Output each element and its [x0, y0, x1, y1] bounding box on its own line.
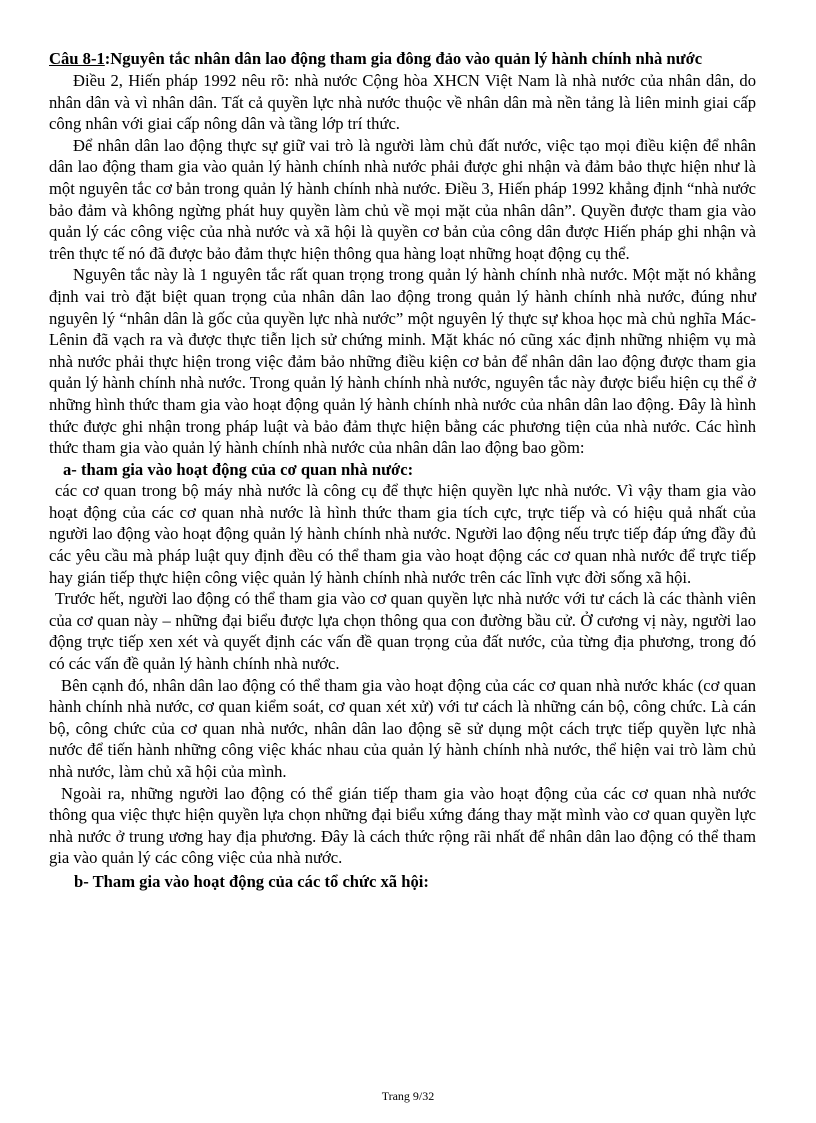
- paragraph-1: Điều 2, Hiến pháp 1992 nêu rõ: nhà nước Cộng hòa XHCN Việt Nam là nhà nước của nhân dân, do nhân dân và vì nhân dân. Tất cả quyền lực nhà nước thuộc về nhân dân mà nền tảng là liên minh giai cấp công nhân với giai cấp nông dân và tầng lớp trí thức.: [49, 71, 756, 134]
- page-title: [49, 50, 756, 68]
- question-title: :Nguyên tắc nhân dân lao động tham gia đông đảo vào quản lý hành chính nhà nước: [104, 49, 703, 68]
- document-page: [49, 50, 756, 893]
- section-a-paragraph-3: Bên cạnh đó, nhân dân lao động có thể tham gia vào hoạt động của các cơ quan nhà nước khác (cơ quan hành chính nhà nước, cơ quan kiểm soát, cơ quan xét xử) với tư cách là những cán bộ, công chức. Là cán bộ, công chức của cơ quan nhà nước, nhân dân lao động sẽ sử dụng một cách trực tiếp quyền lực nhà nước để tiến hành những công việc khác nhau của quản lý hành chính nhà nước, thể hiện vai trò làm chủ nhà nước, làm chủ xã hội của mình.: [49, 675, 756, 781]
- page-number: Trang 9/32: [381, 1089, 435, 1103]
- paragraph-3: Nguyên tắc này là 1 nguyên tắc rất quan trọng trong quản lý hành chính nhà nước. Một mặt nó khẳng định vai trò đặt biệt quan trọng của nhân dân lao động trong quản lý hành chính nhà nước, đúng như nguyên lý “nhân dân là gốc của quyền lực nhà nước” một nguyên lý thực sự khoa học mà chủ nghĩa Mác-Lênin đã vạch ra và được thực tiễn lịch sử chứng minh. Mặt khác nó cũng xác định những nhiệm vụ mà nhà nước phải thực hiện trong việc đảm bảo những điều kiện cơ bản để nhân dân lao động được tham gia quản lý hành chính nhà nước. Trong quản lý hành chính nhà nước, nguyên tắc này được biểu hiện cụ thể ở những hình thức tham gia vào hoạt động quản lý hành chính nhà nước của nhân dân lao động. Đây là hình thức được ghi nhận trong pháp luật và bảo đảm thực hiện bằng các phương tiện của nhà nước. Các hình thức tham gia vào quản lý hành chính nhà nước của nhân dân lao động bao gồm:: [49, 265, 756, 458]
- paragraph-2: Để nhân dân lao động thực sự giữ vai trò là người làm chủ đất nước, việc tạo mọi điều kiện để nhân dân lao động tham gia vào quản lý hành chính nhà nước phải được ghi nhận và đảm bảo thực hiện như là một nguyên tắc cơ bản trong quản lý hành chính nhà nước. Điều 3, Hiến pháp 1992 khẳng định “nhà nước bảo đảm và không ngừng phát huy quyền làm chủ về mọi mặt của nhân dân”. Quyền được tham gia vào quản lý các công việc của nhà nước và xã hội là quyền cơ bản của công dân được Hiến pháp ghi nhận và trên thực tế nó đã được bảo đảm thực hiện thông qua hàng loạt những hoạt động cụ thể.: [49, 135, 756, 263]
- section-a-paragraph-2: Trước hết, người lao động có thể tham gia vào cơ quan quyền lực nhà nước với tư cách là các thành viên của cơ quan này – những đại biểu được lựa chọn thông qua con đường bầu cử. Ở cương vị này, người lao động trực tiếp xen xét và quyết định các vấn đề quan trọng của đất nước, của từng địa phương, trong đó có các vấn đề quản lý hành chính nhà nước.: [49, 589, 756, 674]
- section-a-heading: a- tham gia vào hoạt động của cơ quan nhà nước:: [63, 459, 414, 479]
- question-number: Câu 8-1: [49, 49, 105, 68]
- section-a-paragraph-4: Ngoài ra, những người lao động có thể gián tiếp tham gia vào hoạt động của các cơ quan nhà nước thông qua việc thực hiện quyền lựa chọn những đại biểu xứng đáng thay mặt mình vào cơ quan quyền lực nhà nước ở trung ương hay địa phương. Đây là cách thức rộng rãi nhất để nhân dân lao động có thể tham gia vào quản lý các công việc của nhà nước.: [49, 783, 756, 868]
- section-b-heading: b- Tham gia vào hoạt động của các tổ chức xã hội:: [74, 871, 429, 891]
- section-a-paragraph-1: các cơ quan trong bộ máy nhà nước là công cụ để thực hiện quyền lực nhà nước. Vì vậy tham gia vào hoạt động của các cơ quan nhà nước là hình thức tham gia tích cực, trực tiếp và có hiệu quả nhất của người lao động vào hoạt động quản lý hành chính nhà nước. Người lao động nếu trực tiếp đáp ứng đầy đủ các yêu cầu mà pháp luật quy định đều có thể tham gia vào hoạt động các cơ quan nhà nước để trực tiếp hay gián tiếp thực hiện công việc quản lý hành chính nhà nước trên các lĩnh vực đời sống xã hội.: [49, 481, 756, 587]
